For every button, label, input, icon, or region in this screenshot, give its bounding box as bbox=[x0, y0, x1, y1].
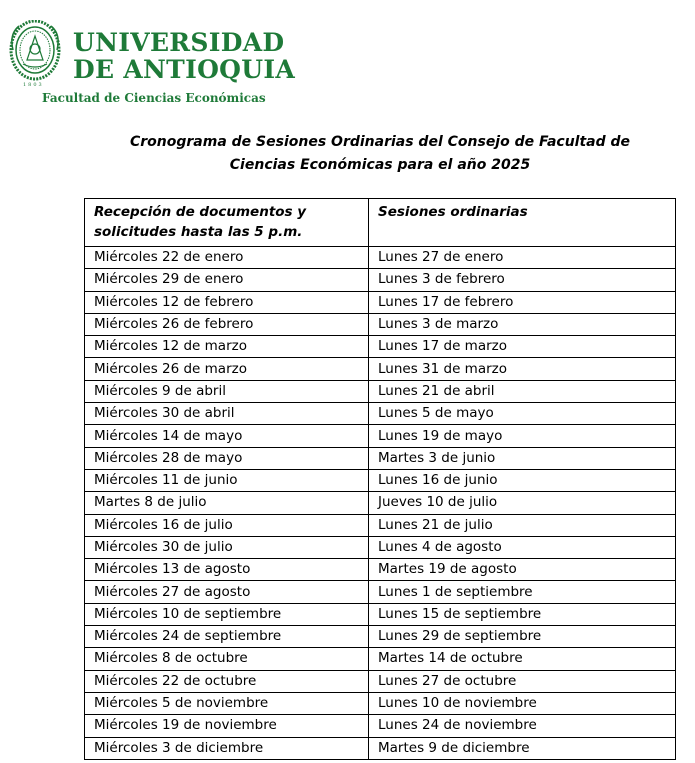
session-date-cell: Lunes 3 de marzo bbox=[369, 313, 676, 335]
reception-deadline-cell: Miércoles 3 de diciembre bbox=[85, 737, 369, 759]
reception-deadline-cell: Miércoles 13 de agosto bbox=[85, 559, 369, 581]
table-row bbox=[85, 692, 676, 714]
university-name-line2: DE ANTIOQUIA bbox=[73, 55, 296, 84]
session-date-cell: Lunes 17 de febrero bbox=[369, 291, 676, 313]
session-date-cell: Lunes 21 de abril bbox=[369, 380, 676, 402]
table-row bbox=[85, 403, 676, 425]
reception-deadline-cell: Miércoles 19 de noviembre bbox=[85, 715, 369, 737]
reception-deadline-cell: Miércoles 9 de abril bbox=[85, 380, 369, 402]
reception-deadline-cell: Miércoles 26 de febrero bbox=[85, 313, 369, 335]
reception-deadline-cell: Miércoles 30 de julio bbox=[85, 536, 369, 558]
session-date-cell: Lunes 16 de junio bbox=[369, 469, 676, 491]
reception-deadline-cell: Miércoles 22 de enero bbox=[85, 247, 369, 269]
session-date-cell: Lunes 10 de noviembre bbox=[369, 692, 676, 714]
session-date-cell: Lunes 24 de noviembre bbox=[369, 715, 676, 737]
table-row bbox=[85, 737, 676, 759]
reception-deadline-cell: Miércoles 14 de mayo bbox=[85, 425, 369, 447]
reception-deadline-cell: Miércoles 12 de marzo bbox=[85, 336, 369, 358]
reception-deadline-cell: Miércoles 10 de septiembre bbox=[85, 603, 369, 625]
reception-deadline-cell: Miércoles 11 de junio bbox=[85, 469, 369, 491]
table-row bbox=[85, 425, 676, 447]
header-document-reception bbox=[85, 199, 369, 247]
table-row bbox=[85, 358, 676, 380]
session-date-cell: Lunes 15 de septiembre bbox=[369, 603, 676, 625]
table-row bbox=[85, 269, 676, 291]
document-title bbox=[100, 131, 660, 177]
table-row bbox=[85, 514, 676, 536]
table-row bbox=[85, 626, 676, 648]
reception-deadline-cell: Miércoles 8 de octubre bbox=[85, 648, 369, 670]
session-date-cell: Jueves 10 de julio bbox=[369, 492, 676, 514]
table-row bbox=[85, 380, 676, 402]
schedule-table bbox=[84, 198, 676, 760]
session-date-cell: Lunes 31 de marzo bbox=[369, 358, 676, 380]
header-document-reception-label: Recepción de documentos y solicitudes hasta las 5 p.m. bbox=[94, 204, 307, 240]
session-date-cell: Lunes 27 de enero bbox=[369, 247, 676, 269]
session-date-cell: Lunes 4 de agosto bbox=[369, 536, 676, 558]
session-date-cell: Martes 3 de junio bbox=[369, 447, 676, 469]
session-date-cell: Lunes 29 de septiembre bbox=[369, 626, 676, 648]
session-date-cell: Martes 9 de diciembre bbox=[369, 737, 676, 759]
table-row bbox=[85, 291, 676, 313]
table-row bbox=[85, 336, 676, 358]
document-title-line2: Ciencias Económicas para el año 2025 bbox=[229, 157, 531, 173]
seal-year: 1803 bbox=[23, 82, 44, 88]
reception-deadline-cell: Miércoles 28 de mayo bbox=[85, 447, 369, 469]
reception-deadline-cell: Miércoles 16 de julio bbox=[85, 514, 369, 536]
reception-deadline-cell: Miércoles 12 de febrero bbox=[85, 291, 369, 313]
table-row bbox=[85, 247, 676, 269]
session-date-cell: Lunes 27 de octubre bbox=[369, 670, 676, 692]
university-seal-icon bbox=[9, 20, 61, 82]
session-date-cell: Lunes 1 de septiembre bbox=[369, 581, 676, 603]
session-date-cell: Lunes 3 de febrero bbox=[369, 269, 676, 291]
table-row bbox=[85, 715, 676, 737]
document-title-line1: Cronograma de Sesiones Ordinarias del Consejo de Facultad de bbox=[129, 134, 631, 150]
session-date-cell: Lunes 21 de julio bbox=[369, 514, 676, 536]
table-header-row bbox=[85, 199, 676, 247]
faculty-name: Facultad de Ciencias Económicas bbox=[42, 91, 266, 105]
header-ordinary-sessions: Sesiones ordinarias bbox=[369, 199, 676, 247]
session-date-cell: Martes 19 de agosto bbox=[369, 559, 676, 581]
reception-deadline-cell: Miércoles 5 de noviembre bbox=[85, 692, 369, 714]
table-row bbox=[85, 670, 676, 692]
reception-deadline-cell: Martes 8 de julio bbox=[85, 492, 369, 514]
session-date-cell: Martes 14 de octubre bbox=[369, 648, 676, 670]
university-name-line1: UNIVERSIDAD bbox=[73, 28, 285, 57]
table-row bbox=[85, 469, 676, 491]
university-name bbox=[73, 29, 295, 83]
table-row bbox=[85, 559, 676, 581]
table-row bbox=[85, 536, 676, 558]
table-row bbox=[85, 648, 676, 670]
table-row bbox=[85, 313, 676, 335]
session-date-cell: Lunes 19 de mayo bbox=[369, 425, 676, 447]
reception-deadline-cell: Miércoles 30 de abril bbox=[85, 403, 369, 425]
table-row bbox=[85, 492, 676, 514]
session-date-cell: Lunes 5 de mayo bbox=[369, 403, 676, 425]
reception-deadline-cell: Miércoles 29 de enero bbox=[85, 269, 369, 291]
table-row bbox=[85, 603, 676, 625]
reception-deadline-cell: Miércoles 22 de octubre bbox=[85, 670, 369, 692]
table-row bbox=[85, 581, 676, 603]
session-date-cell: Lunes 17 de marzo bbox=[369, 336, 676, 358]
reception-deadline-cell: Miércoles 26 de marzo bbox=[85, 358, 369, 380]
table-row bbox=[85, 447, 676, 469]
university-header bbox=[9, 20, 329, 108]
reception-deadline-cell: Miércoles 27 de agosto bbox=[85, 581, 369, 603]
reception-deadline-cell: Miércoles 24 de septiembre bbox=[85, 626, 369, 648]
